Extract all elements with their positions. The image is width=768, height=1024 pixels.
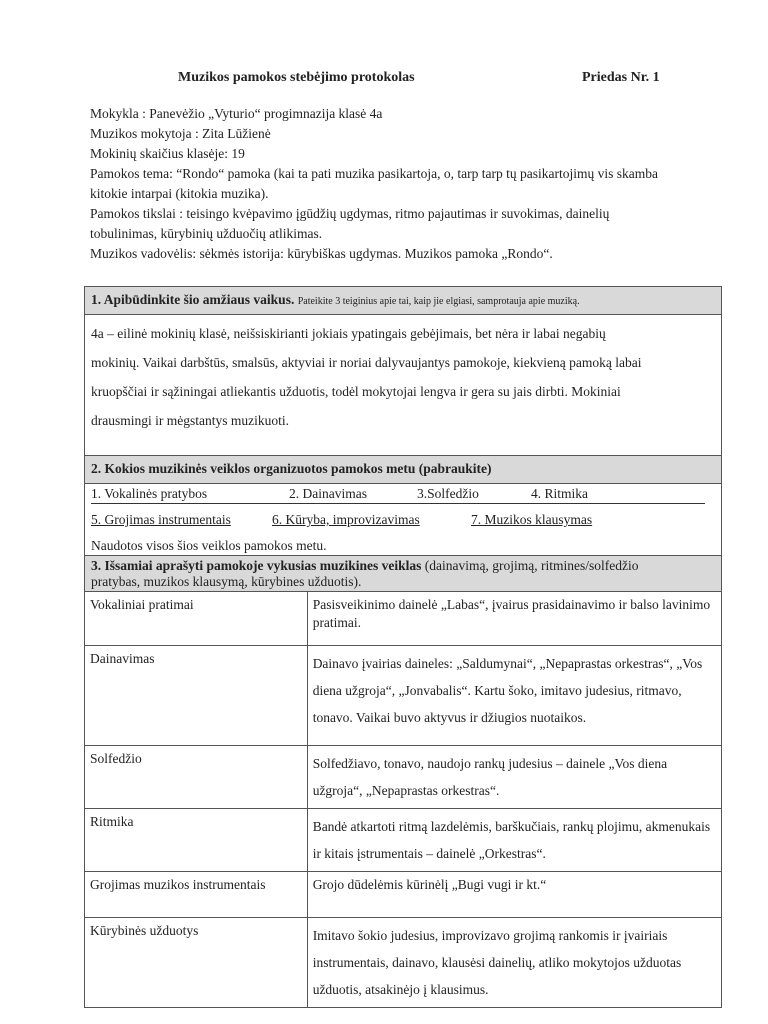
activity-name-cell: Kūrybinės užduotys <box>85 918 308 1008</box>
info-textbook: Muzikos vadovėlis: sėkmės istorija: kūrybiškas ugdymas. Muzikos pamoka „Rondo“. <box>90 246 553 261</box>
section-activities-list <box>84 455 722 556</box>
section1-line: drausmingi ir mėgstantys muzikuoti. <box>91 413 289 428</box>
activities-row1 <box>91 486 705 504</box>
activity-rhythm: 4. Ritmika <box>531 486 588 501</box>
activity-name-cell: Ritmika <box>85 809 308 872</box>
activity-vocal: 1. Vokalinės pratybos <box>91 486 208 501</box>
info-student-count: Mokinių skaičius klasėje: 19 <box>90 146 245 161</box>
activities-table <box>84 591 722 1008</box>
table-row <box>85 746 722 809</box>
activity-solfege: 3.Solfedžio <box>417 486 479 501</box>
activity-description-cell: Pasisveikinimo dainelė „Labas“, įvairus prasidainavimo ir balso lavinimo pratimai. <box>307 592 721 646</box>
activity-creativity: 6. Kūryba, improvizavimas <box>272 512 420 527</box>
activity-name-cell: Vokaliniai pratimai <box>85 592 308 646</box>
section3-heading-wrap <box>85 556 721 592</box>
activity-description-cell: Grojo dūdelėmis kūrinėlį „Bugi vugi ir kt.“ <box>307 872 721 918</box>
info-topic-cont: kitokie intarpai (kitokia muzika). <box>90 186 269 201</box>
section2-header <box>85 456 721 484</box>
document-title: Muzikos pamokos stebėjimo protokolas <box>178 70 415 85</box>
activity-name-cell: Dainavimas <box>85 646 308 746</box>
section1-heading: 1. Apibūdinkite šio amžiaus vaikus. <box>91 292 295 307</box>
info-goals-cont: tobulinimas, kūrybinių užduočių atlikimas. <box>90 226 323 241</box>
info-teacher: Muzikos mokytoja : Zita Lūžienė <box>90 126 271 141</box>
activities-note: Naudotos visos šios veiklos pamokos metu. <box>91 538 327 553</box>
section1-hint: Pateikite 3 teiginius apie tai, kaip jie elgiasi, samprotauja apie muziką. <box>297 296 580 307</box>
activity-listening: 7. Muzikos klausymas <box>471 512 593 527</box>
annex-number: Priedas Nr. 1 <box>582 70 660 85</box>
section3-heading: 3. Išsamiai aprašyti pamokoje vykusias muzikines veiklas <box>91 558 422 573</box>
info-goals: Pamokos tikslai : teisingo kvėpavimo įgūdžių ugdymas, ritmo pajautimas ir suvokimas, dainelių <box>90 206 610 221</box>
activity-name-cell: Grojimas muzikos instrumentais <box>85 872 308 918</box>
table-row <box>85 592 722 646</box>
section1-body <box>85 315 721 439</box>
section3-header <box>84 555 722 592</box>
table-row <box>85 872 722 918</box>
info-school: Mokykla : Panevėžio „Vyturio“ progimnazija klasė 4a <box>90 106 383 121</box>
section3-heading-line2: pratybas, muzikos klausymą, kūrybines užduotis). <box>91 574 362 589</box>
activities-row2 <box>91 512 611 529</box>
activity-description-cell: Solfedžiavo, tonavo, naudojo rankų judesius – dainele „Vos diena užgroja“, „Nepaprastas orkestras“. <box>307 746 721 809</box>
section1-header <box>85 287 721 315</box>
section1-line: mokinių. Vaikai darbštūs, smalsūs, aktyviai ir noriai dalyvaujantys pamokoje, kiekvieną pamoką labai <box>91 355 642 370</box>
table-row <box>85 918 722 1008</box>
section1-line: kruopščiai ir sąžiningai atliekantis užduotis, todėl mokytojai lengva ir gera su jais dirbti. Mokiniai <box>91 384 621 399</box>
activity-description-cell: Bandė atkartoti ritmą lazdelėmis, barškučiais, rankų plojimu, akmenukais ir kitais įstrumentais – dainelė „Orkestras“. <box>307 809 721 872</box>
activity-description-cell: Dainavo įvairias daineles: „Saldumynai“, „Nepaprastas orkestras“, „Vos diena užgroja“, „Jonvabalis“. Kartu šoko, imitavo judesius, ritmavo, tonavo. Vaikai buvo aktyvus ir džiugios nuotaikos. <box>307 646 721 746</box>
activity-singing: 2. Dainavimas <box>289 486 367 501</box>
info-topic: Pamokos tema: “Rondo“ pamoka (kai ta pati muzika pasikartoja, o, tarp tarp tų pasikartojimų vis skamba <box>90 166 658 181</box>
section-children-description <box>84 286 722 456</box>
activity-instruments: 5. Grojimas instrumentais <box>91 512 231 527</box>
lesson-info <box>90 104 658 264</box>
section3-heading-rest: (dainavimą, grojimą, ritmines/solfedžio <box>421 558 639 573</box>
table-row <box>85 809 722 872</box>
table-row <box>85 646 722 746</box>
section1-line: 4a – eilinė mokinių klasė, neišsiskirianti jokiais ypatingais gebėjimais, bet nėra ir labai negabių <box>91 326 606 341</box>
section2-heading: 2. Kokios muzikinės veiklos organizuotos pamokos metu (pabraukite) <box>91 461 492 476</box>
activity-description-cell: Imitavo šokio judesius, improvizavo grojimą rankomis ir įvairiais instrumentais, dainavo, klausėsi dainelių, atliko mokytojos užduotas užduotis, atsakinėjo į klausimus. <box>307 918 721 1008</box>
activity-name-cell: Solfedžio <box>85 746 308 809</box>
